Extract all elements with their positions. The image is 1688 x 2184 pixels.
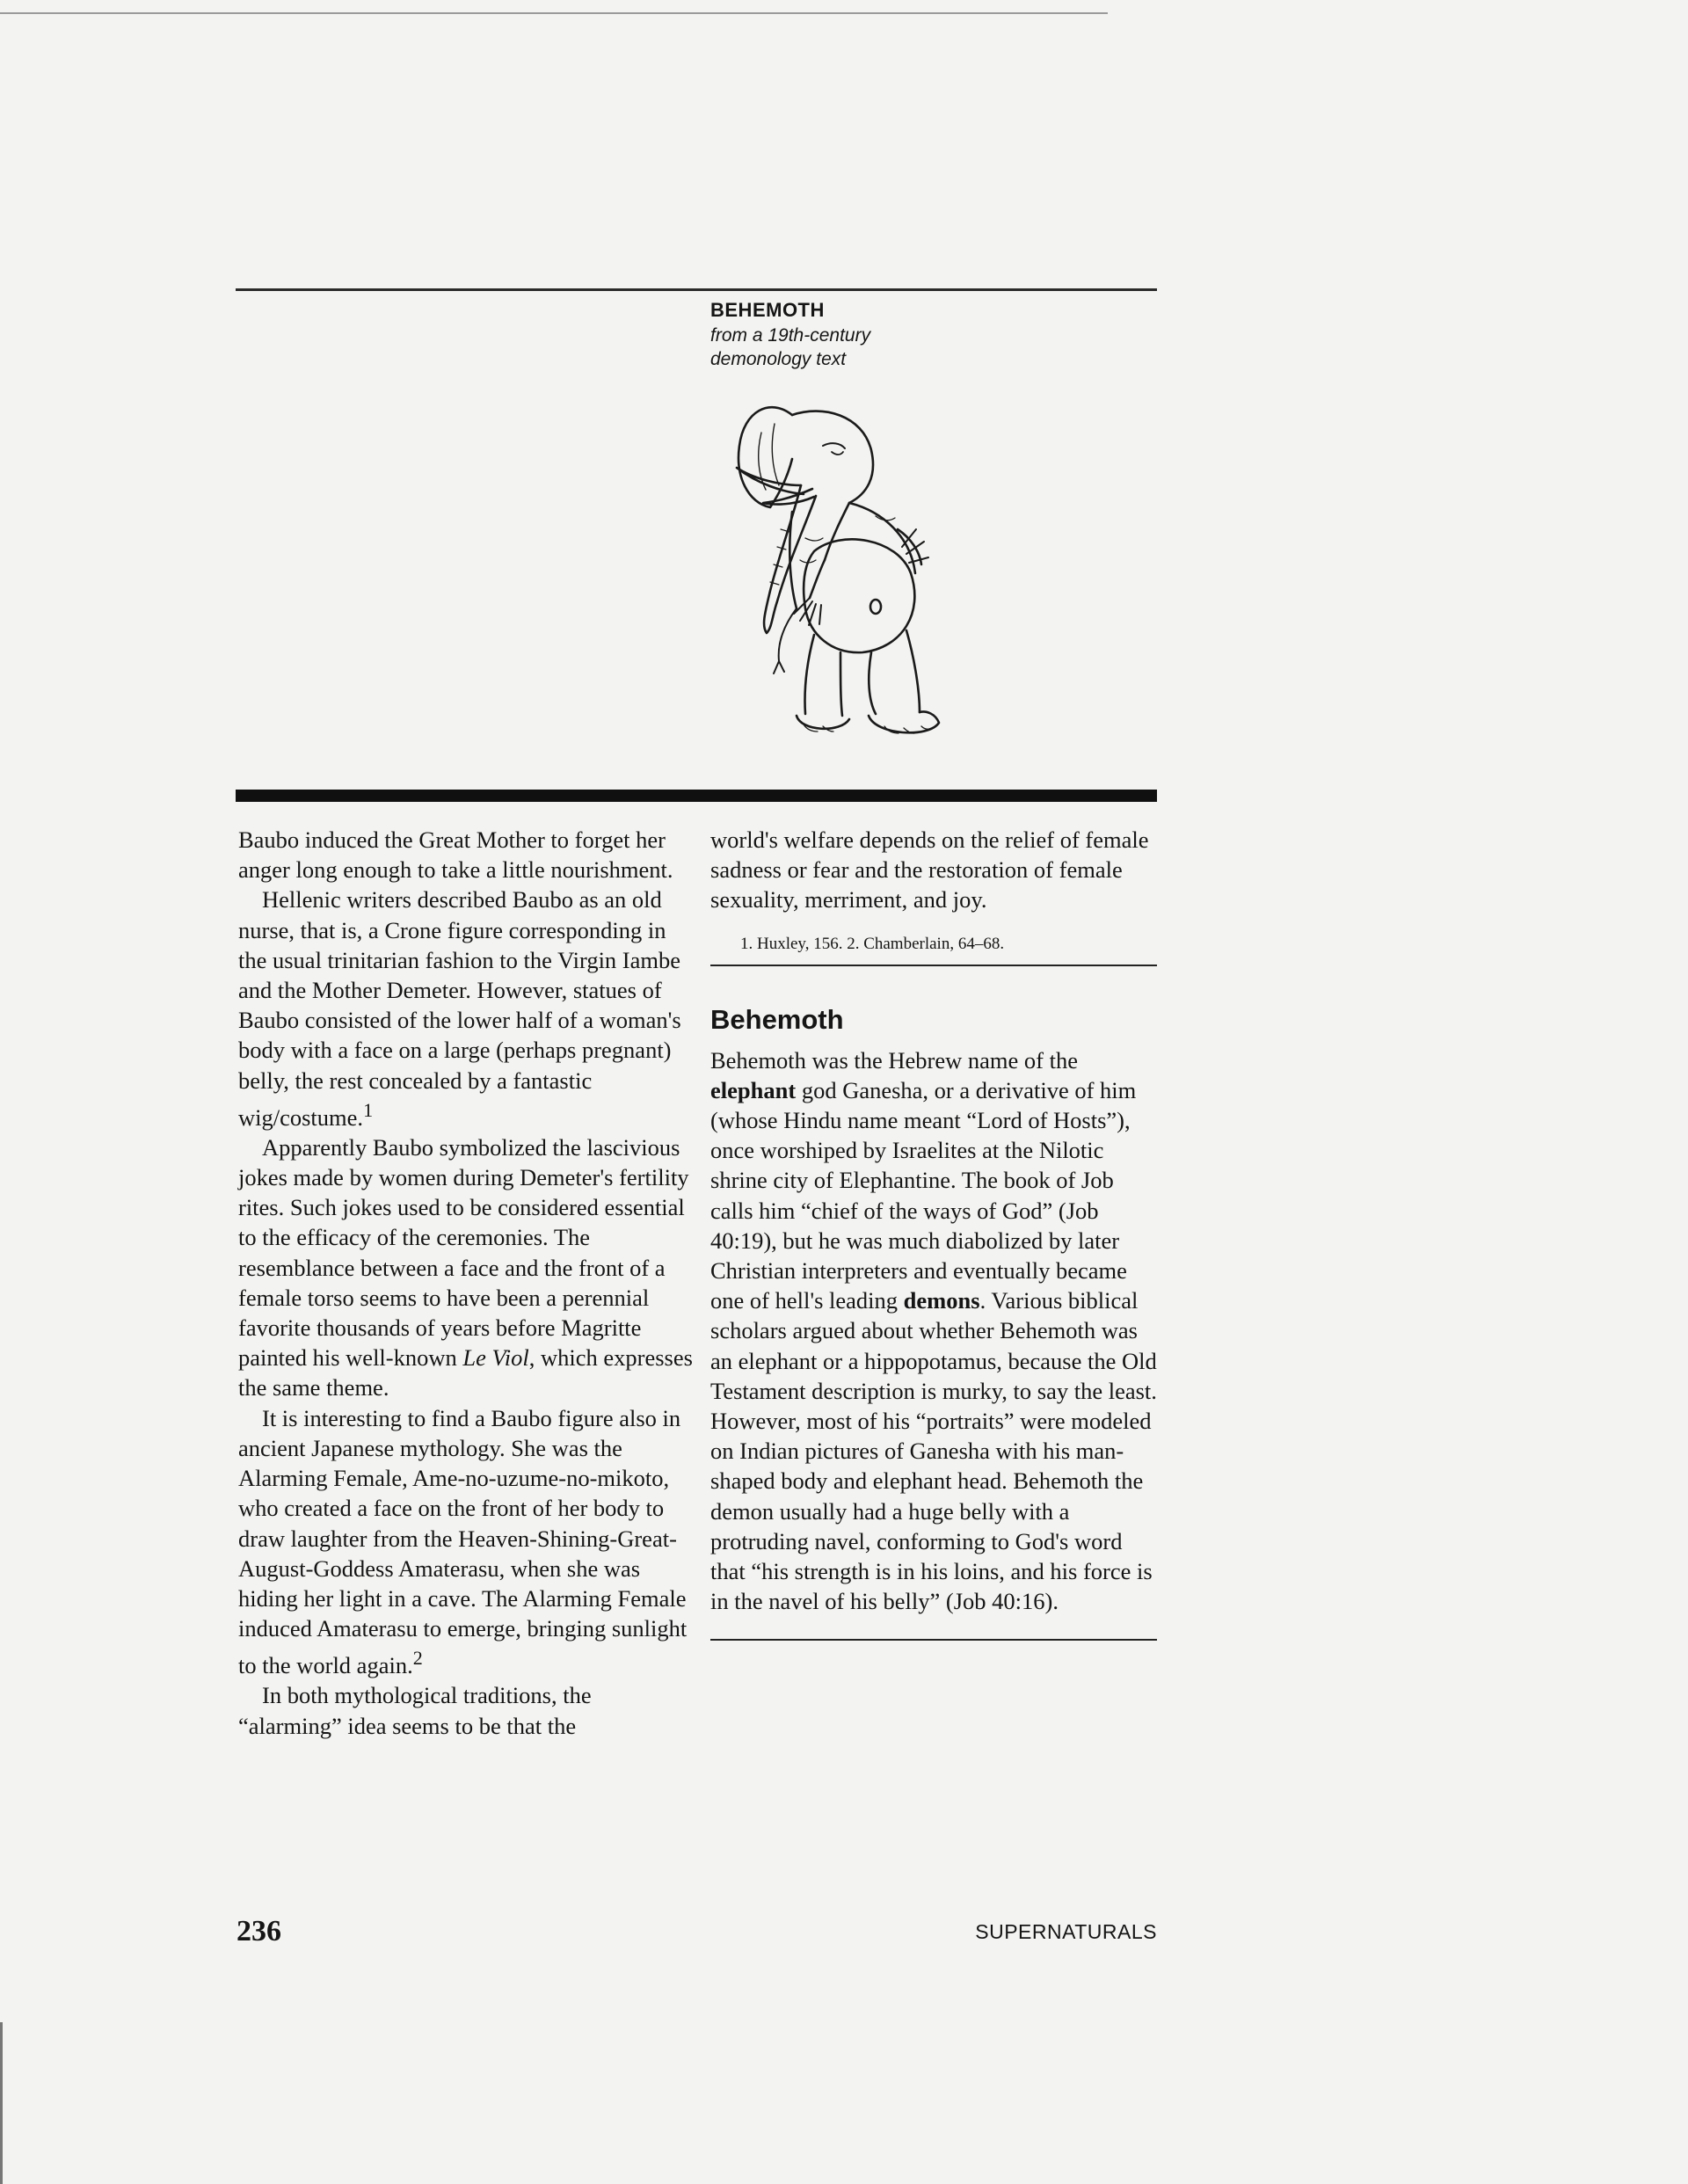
paragraph-text: , which expresses the same theme. (238, 1344, 693, 1401)
paragraph (238, 885, 695, 1132)
paragraph (710, 1045, 1157, 1617)
page-number: 236 (236, 1915, 281, 1947)
figure-subtitle-line1: from a 19th-century (710, 325, 871, 346)
figure-caption (710, 299, 1009, 371)
entry-end-rule (710, 1639, 1157, 1641)
cross-reference: elephant (710, 1076, 797, 1103)
paragraph-text: god Ganesha, or a derivative of him (whose Hindu name meant “Lord of Hosts”), once worshiped by Israelites at the Nilotic shrine city of Elephantine. The book of Job calls him “chief of the ways of God” (Job 40:19), but he was much diabolized by later Christian interpreters and eventually became one of hell's leading (710, 1076, 1137, 1314)
paragraph (238, 1403, 695, 1681)
figure-subtitle-line2: demonology text (710, 349, 847, 369)
footnote-ref: 2 (412, 1647, 423, 1670)
footnote-rule (710, 965, 1157, 966)
paragraph: Baubo induced the Great Mother to forget her anger long enough to take a little nourishment. (238, 826, 673, 884)
figure-title: BEHEMOTH (710, 299, 825, 321)
figure-bottom-rule (236, 790, 1157, 802)
paragraph-text: Hellenic writers described Baubo as an old nurse, that is, a Crone figure corresponding in the usual trinitarian fashion to the Virgin Iambe and the Mother Demeter. However, statues of Baubo consisted of the lower half of a woman's body with a face on a large (perhaps pregnant) belly, the rest concealed by a fantastic wig/costume. (238, 886, 681, 1131)
footnote-ref: 1 (363, 1098, 374, 1121)
paragraph: In both mythological traditions, the “alarming” idea seems to be that the (238, 1682, 592, 1739)
left-column (238, 825, 695, 1741)
paragraph (238, 1132, 695, 1403)
figure-subtitle (710, 324, 1009, 371)
entry-heading: Behemoth (710, 1003, 844, 1035)
paragraph-text: Behemoth was the Hebrew name of the (710, 1046, 1078, 1074)
right-column (710, 825, 1157, 1641)
footnotes: 1. Huxley, 156. 2. Chamberlain, 64–68. (740, 934, 1005, 953)
paragraph-text: Apparently Baubo symbolized the lascivious jokes made by women during Demeter's fertility rites. Such jokes used to be considered essential to the efficacy of the ceremonies. The resemblance between a face and the front of a female torso seems to have been a perennial favorite thousands of years before Magritte painted his well-known (238, 1133, 689, 1372)
cross-reference: demons (903, 1287, 980, 1314)
top-rule (236, 288, 1157, 291)
behemoth-elephant-illustration (709, 397, 964, 749)
paragraph-text: . Various biblical scholars argued about whether Behemoth was an elephant or a hippopotamus, because the Old Testament description is murky, to say the least. However, most of his “portraits” were modeled on Indian pictures of Ganesha with his man-shaped body and elephant head. Behemoth the demon usually had a huge belly with a protruding navel, conforming to God's word that “his strength is in his loins, and his force is in the navel of his belly” (Job 40:16). (710, 1287, 1157, 1615)
artwork-title: Le Viol (462, 1344, 529, 1372)
paragraph: world's welfare depends on the relief of female sadness or fear and the restoration of female sexuality, merriment, and joy. (710, 826, 1149, 914)
running-head: SUPERNATURALS (975, 1920, 1157, 1943)
paragraph-text: It is interesting to find a Baubo figure also in ancient Japanese mythology. She was the Alarming Female, Ame-no-uzume-no-mikoto, who created a face on the front of her body to draw laughter from the Heaven-Shining-Great-August-Goddess Amaterasu, when she was hiding her light in a cave. The Alarming Female induced Amaterasu to emerge, bringing sunlight to the world again. (238, 1404, 688, 1679)
